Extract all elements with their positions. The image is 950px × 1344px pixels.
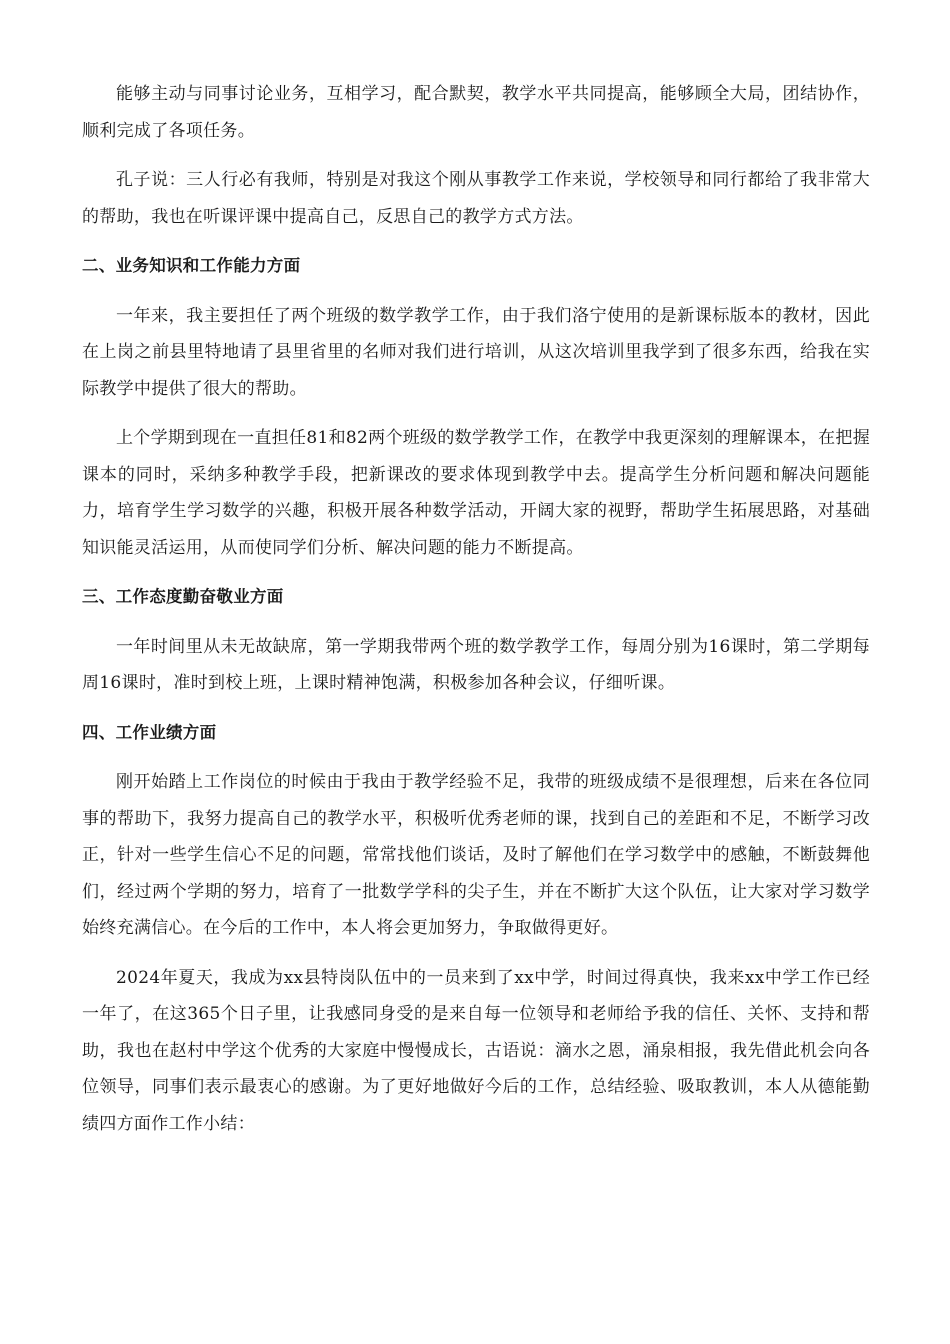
section-heading-4: 四、工作业绩方面 — [82, 722, 217, 742]
document-body — [82, 76, 870, 1155]
paragraph-introduction: 2024年夏天，我成为xx县特岗队伍中的一员来到了xx中学，时间过得真快，我来xx中学工作已经一年了，在这365个日子里，让我感同身受的是来自每一位领导和老师给予我的信任、关怀、支持和帮助，我也在赵村中学这个优秀的大家庭中慢慢成长，古语说：滴水之恩，涌泉相报，我先借此机会向各位领导，同事们表示最衷心的感谢。为了更好地做好今后的工作，总结经验、吸取教训，本人从德能勤绩四方面作工作小结： — [82, 967, 870, 1134]
paragraph-training: 一年来，我主要担任了两个班级的数学教学工作，由于我们洛宁使用的是新课标版本的教材，因此在上岗之前县里特地请了县里省里的名师对我们进行培训，从这次培训里我学到了很多东西，给我在实际教学中提供了很大的帮助。 — [82, 305, 870, 399]
section-heading-3: 三、工作态度勤奋敬业方面 — [82, 587, 284, 606]
paragraph-teamwork: 能够主动与同事讨论业务，互相学习，配合默契，教学水平共同提高，能够顾全大局，团结协作，顺利完成了各项任务。 — [82, 84, 870, 141]
paragraph-attendance: 一年时间里从未无故缺席，第一学期我带两个班的数学教学工作，每周分别为16课时，第二学期每周16课时，准时到校上班，上课时精神饱满，积极参加各种会议，仔细听课。 — [82, 636, 870, 693]
paragraph-confucius: 孔子说：三人行必有我师，特别是对我这个刚从事教学工作来说，学校领导和同行都给了我非常大的帮助，我也在听课评课中提高自己，反思自己的教学方式方法。 — [82, 170, 870, 227]
paragraph-achievements: 刚开始踏上工作岗位的时候由于我由于教学经验不足，我带的班级成绩不是很理想，后来在各位同事的帮助下，我努力提高自己的教学水平，积极听优秀老师的课，找到自己的差距和不足，不断学习改正，针对一些学生信心不足的问题，常常找他们谈话，及时了解他们在学习数学中的感触，不断鼓舞他们，经过两个学期的努力，培育了一批数学学科的尖子生，并在不断扩大这个队伍，让大家对学习数学始终充满信心。在今后的工作中，本人将会更加努力，争取做得更好。 — [82, 772, 870, 938]
section-heading-2: 二、业务知识和工作能力方面 — [82, 256, 301, 275]
paragraph-teaching-classes: 上个学期到现在一直担任81和82两个班级的数学教学工作，在教学中我更深刻的理解课本，在把握课本的同时，采纳多种教学手段，把新课改的要求体现到教学中去。提高学生分析问题和解决问题能力，培育学生学习数学的兴趣，积极开展各种数学活动，开阔大家的视野，帮助学生拓展思路，对基础知识能灵活运用，从而使同学们分析、解决问题的能力不断提高。 — [82, 428, 870, 558]
